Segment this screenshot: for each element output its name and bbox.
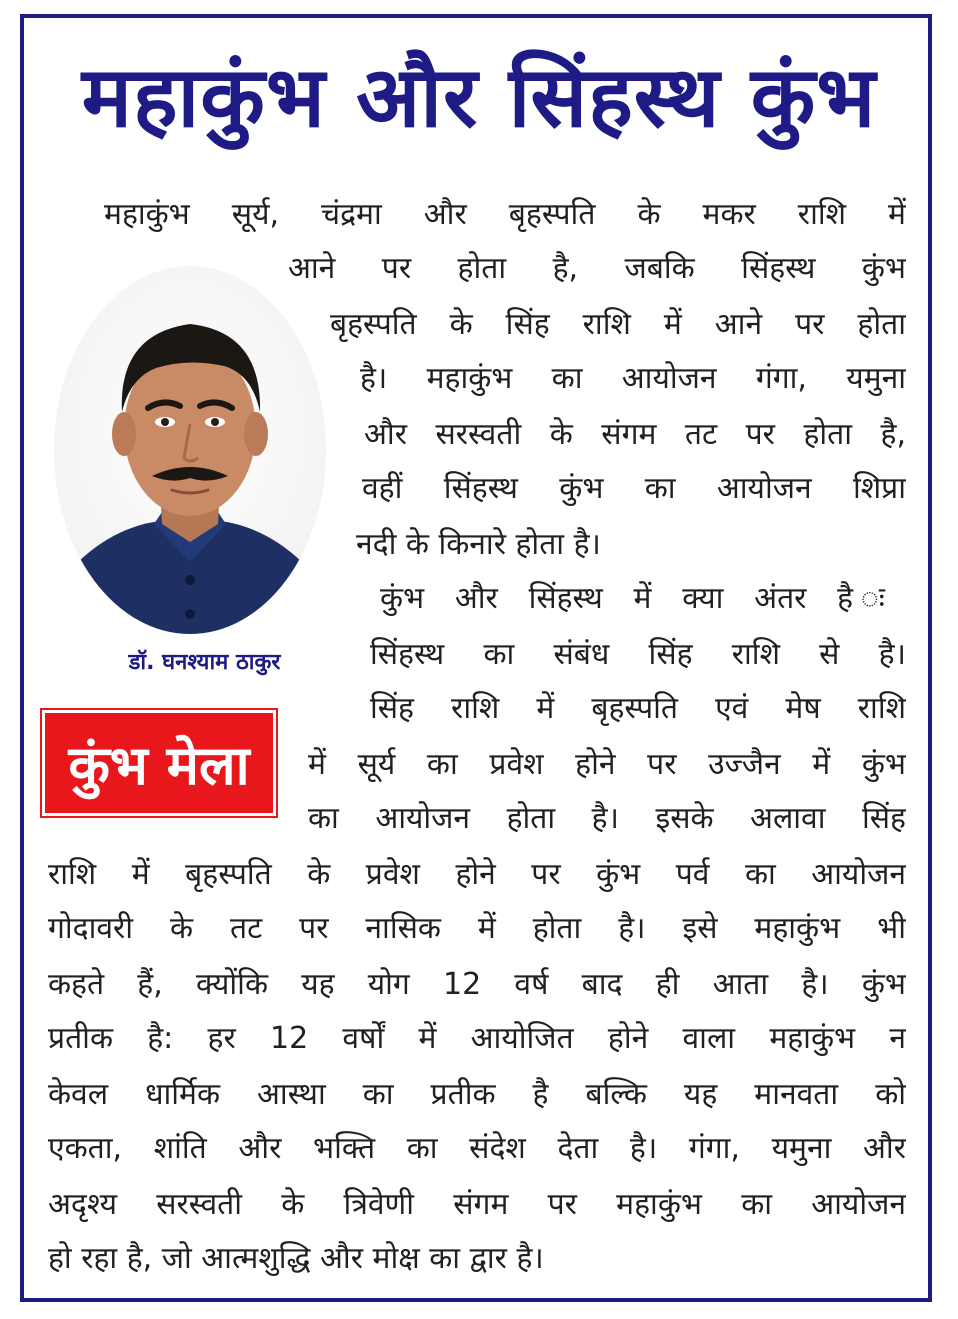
body-line: केवल धार्मिक आस्था का प्रतीक है बल्कि यह मानवता को <box>48 1077 906 1112</box>
body-line: सिंहस्थ का संबंध सिंह राशि से है। <box>370 637 906 672</box>
body-line: एकता, शांति और भक्ति का संदेश देता है। गंगा, यमुना और <box>48 1131 906 1166</box>
section-tag-label: कुंभ मेला <box>68 734 250 797</box>
body-subheading: कुंभ और सिंहस्थ में क्या अंतर है ः <box>380 581 906 616</box>
body-line: बृहस्पति के सिंह राशि में आने पर होता <box>330 307 906 342</box>
body-line: और सरस्वती के संगम तट पर होता है, <box>364 417 906 452</box>
body-line: में सूर्य का प्रवेश होने पर उज्जैन में कुंभ <box>308 747 906 782</box>
body-line: महाकुंभ सूर्य, चंद्रमा और बृहस्पति के मकर राशि में <box>104 197 906 232</box>
author-portrait <box>48 262 332 638</box>
section-tag <box>42 710 276 816</box>
body-line: नदी के किनारे होता है। <box>356 527 601 562</box>
body-line: गोदावरी के तट पर नासिक में होता है। इसे महाकुंभ भी <box>48 911 906 946</box>
body-line: है। महाकुंभ का आयोजन गंगा, यमुना <box>360 361 906 396</box>
body-line: वहीं सिंहस्थ कुंभ का आयोजन शिप्रा <box>362 471 906 506</box>
article-headline: महाकुंभ और सिंहस्थ कुंभ <box>81 48 877 146</box>
body-line: राशि में बृहस्पति के प्रवेश होने पर कुंभ पर्व का आयोजन <box>48 857 906 892</box>
body-line: प्रतीक है: हर 12 वर्षों में आयोजित होने वाला महाकुंभ न <box>48 1021 906 1056</box>
body-line: हो रहा है, जो आत्मशुद्धि और मोक्ष का द्वार है। <box>48 1241 544 1276</box>
body-line: अदृश्य सरस्वती के त्रिवेणी संगम पर महाकुंभ का आयोजन <box>48 1187 906 1222</box>
body-line: आने पर होता है, जबकि सिंहस्थ कुंभ <box>288 251 906 286</box>
body-line: सिंह राशि में बृहस्पति एवं मेष राशि <box>370 691 906 726</box>
author-byline: डॉ. घनश्याम ठाकुर <box>128 650 281 675</box>
body-line: कहते हैं, क्योंकि यह योग 12 वर्ष बाद ही आता है। कुंभ <box>48 967 906 1002</box>
body-line: का आयोजन होता है। इसके अलावा सिंह <box>308 801 906 836</box>
